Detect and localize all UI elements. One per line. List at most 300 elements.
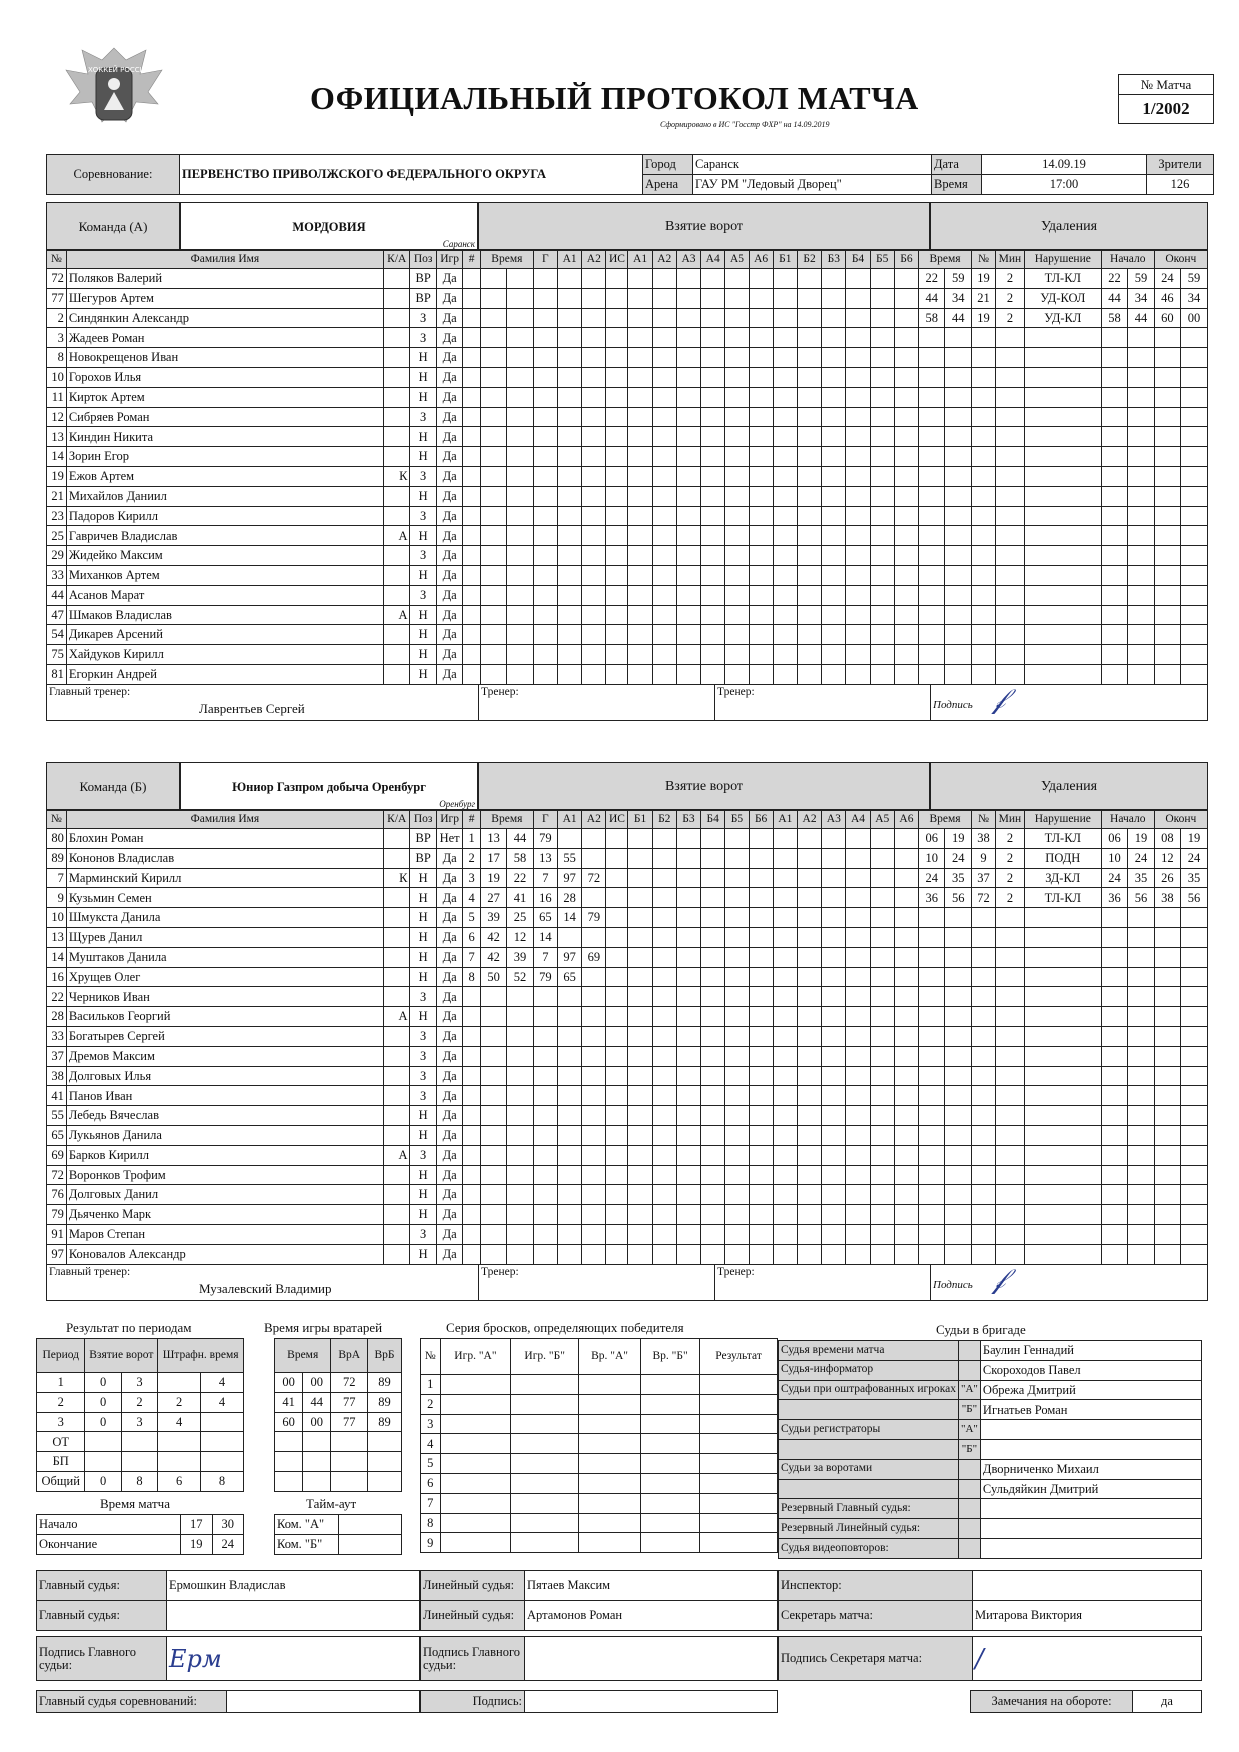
oncourt-cell [749,1046,773,1066]
sign2-label: Подпись: [421,1691,525,1713]
oncourt-cell [773,1007,797,1027]
oncourt-cell [846,1145,870,1165]
oncourt-cell [676,829,700,849]
penalty-cell: 59 [945,269,971,289]
team_a-coaches [46,684,1208,721]
oncourt-cell [797,506,821,526]
goal-cell [463,506,481,526]
goal-cell [606,427,628,447]
table-row [47,1244,1208,1264]
oncourt-cell [894,927,918,947]
player-number: 33 [47,1026,67,1046]
oncourt-cell [822,868,846,888]
goal-cell [463,565,481,585]
oncourt-cell [628,348,652,368]
player-plays: Да [436,1185,462,1205]
oncourt-cell [846,387,870,407]
oncourt-cell [676,367,700,387]
table-row [47,269,1208,289]
oncourt-cell [676,466,700,486]
oncourt-cell [773,427,797,447]
player-name: Ежов Артем [66,466,383,486]
ref-name: Скороходов Павел [980,1360,1201,1380]
oncourt-cell [749,466,773,486]
oncourt-cell [725,848,749,868]
goal-cell [480,1244,506,1264]
goal-cell [507,1145,533,1165]
chief1-label: Главный судья: [37,1571,167,1601]
oncourt-cell [652,308,676,328]
goal-cell [557,1125,581,1145]
goal-cell [606,466,628,486]
player-position: Н [410,1205,436,1225]
oncourt-cell [797,1125,821,1145]
penalty-cell [1128,486,1154,506]
goal-cell [463,987,481,1007]
col-igr: Игр [436,251,462,269]
goal-cell: 44 [507,829,533,849]
player-name: Синдянкин Александр [66,308,383,328]
oncourt-cell [846,1205,870,1225]
goal-cell [582,605,606,625]
player-role [384,367,410,387]
oncourt-cell [797,1205,821,1225]
penalty-cell [1154,1185,1180,1205]
goal-cell [606,1007,628,1027]
goal-cell: 69 [582,947,606,967]
player-name: Новокрещенов Иван [66,348,383,368]
oncourt-cell [701,546,725,566]
penalty-cell [1024,1086,1101,1106]
goalie-time-table [274,1338,402,1492]
goal-cell [557,387,581,407]
team_a-roster-table [46,250,1208,685]
oncourt-cell [846,407,870,427]
table-row [47,1145,1208,1165]
shootout-no: 9 [421,1533,441,1553]
oncourt-cell [894,308,918,328]
penalty-cell [1101,387,1127,407]
penalty-cell: 35 [945,868,971,888]
goal-cell [480,308,506,328]
oncourt-cell [628,447,652,467]
oncourt-cell [894,605,918,625]
player-plays: Да [436,328,462,348]
oncourt-cell [773,585,797,605]
penalty-cell [996,407,1025,427]
period-cell: 0 [85,1471,121,1491]
penalty-cell [1154,987,1180,1007]
col-oncourt: Б3 [822,251,846,269]
oncourt-cell [846,625,870,645]
oncourt-cell [846,848,870,868]
oncourt-cell [652,927,676,947]
col-pen-violation: Нарушение [1024,251,1101,269]
col-oncourt: А3 [822,811,846,829]
penalty-cell [1101,1066,1127,1086]
player-role [384,348,410,368]
goal-cell [606,888,628,908]
goal-cell [582,585,606,605]
player-number: 13 [47,927,67,947]
oncourt-cell [628,645,652,665]
penalty-cell [1181,1145,1208,1165]
goal-cell [582,664,606,684]
col-oncourt: А2 [797,811,821,829]
penalty-cell: 19 [971,308,995,328]
penalty-cell [971,585,995,605]
table-row [47,1205,1208,1225]
goal-cell [507,447,533,467]
period-cell: 1 [37,1373,85,1393]
goal-cell: 7 [533,868,557,888]
goal-cell [606,387,628,407]
penalty-cell [919,447,945,467]
goal-cell [606,625,628,645]
oncourt-cell [701,888,725,908]
player-number: 23 [47,506,67,526]
penalty-cell [996,1066,1025,1086]
table-row [47,486,1208,506]
period-cell: 3 [37,1412,85,1432]
player-plays: Да [436,427,462,447]
oncourt-cell [797,269,821,289]
table-row [47,605,1208,625]
oncourt-cell [797,645,821,665]
goal-cell [533,987,557,1007]
penalty-cell [1024,427,1101,447]
goal-cell [463,1205,481,1225]
oncourt-cell [701,947,725,967]
oncourt-cell [797,664,821,684]
gk-cell: 89 [368,1373,402,1393]
goal-cell [557,1185,581,1205]
penalty-cell [945,947,971,967]
oncourt-cell [628,947,652,967]
competition-header [46,154,1214,195]
player-number: 2 [47,308,67,328]
player-role: К [384,466,410,486]
player-position: З [410,1026,436,1046]
penalty-cell [1101,1125,1127,1145]
penalty-cell [1024,1244,1101,1264]
penalty-cell [1024,466,1101,486]
player-role [384,848,410,868]
table-row [779,1519,1202,1539]
oncourt-cell [628,1224,652,1244]
goal-cell [606,1086,628,1106]
team_b-coach-label: Главный тренер: [49,1265,131,1278]
start-mm: 30 [212,1515,244,1535]
penalty-cell: 19 [1128,829,1154,849]
penalty-cell [1101,605,1127,625]
penalty-cell [996,1007,1025,1027]
oncourt-cell [676,546,700,566]
goal-cell [533,367,557,387]
col-oncourt: Б6 [894,251,918,269]
player-role [384,308,410,328]
player-position: Н [410,1125,436,1145]
oncourt-cell [652,526,676,546]
logo-text: ХОККЕЙ РОССИИ [88,66,151,74]
oncourt-cell [797,407,821,427]
oncourt-cell [652,348,676,368]
oncourt-cell [701,987,725,1007]
goal-cell [507,526,533,546]
goal-cell [463,664,481,684]
oncourt-cell [749,645,773,665]
gk-cell [368,1432,402,1452]
oncourt-cell [797,1046,821,1066]
oncourt-cell [797,1145,821,1165]
goal-cell: 42 [480,927,506,947]
oncourt-cell [773,308,797,328]
goal-cell [533,1165,557,1185]
penalty-cell [945,967,971,987]
penalty-cell [971,565,995,585]
player-role [384,1244,410,1264]
penalty-cell [971,526,995,546]
penalty-cell [919,387,945,407]
end-label: Окончание [37,1534,181,1554]
period-cell [158,1373,201,1393]
table-row [47,947,1208,967]
oncourt-cell [628,585,652,605]
goal-cell [533,664,557,684]
penalty-cell [1154,328,1180,348]
goal-cell [557,625,581,645]
goal-cell [582,447,606,467]
penalty-cell [1154,466,1180,486]
goal-cell [582,506,606,526]
penalty-cell [1181,1046,1208,1066]
period-cell: ОТ [37,1432,85,1452]
period-cell [158,1432,201,1452]
goal-cell [557,1145,581,1165]
oncourt-cell [701,387,725,407]
penalty-cell: 06 [1101,829,1127,849]
player-role [384,947,410,967]
remarks [970,1690,1202,1713]
player-position: Н [410,565,436,585]
penalty-cell [919,486,945,506]
player-number: 25 [47,526,67,546]
goal-cell [606,407,628,427]
goal-cell: 14 [533,927,557,947]
oncourt-cell [870,367,894,387]
col-pen-time: Время [919,251,972,269]
col-pen-no: № [971,251,995,269]
player-name: Кузьмин Семен [66,888,383,908]
penalty-cell [1024,348,1101,368]
ref-role: Судьи регистраторы [779,1420,959,1440]
goal-cell: 39 [507,947,533,967]
ref-name: Сульдяйкин Дмитрий [980,1479,1201,1499]
penalty-cell [945,1145,971,1165]
competition-chief-label: Главный судья соревнований: [37,1691,227,1713]
col-oncourt: Б1 [773,251,797,269]
oncourt-cell [676,1046,700,1066]
goal-cell [533,387,557,407]
oncourt-cell [797,585,821,605]
oncourt-cell [870,927,894,947]
goal-cell [557,526,581,546]
table-row [275,1432,402,1452]
linesman1-label: Линейный судья: [421,1571,525,1601]
oncourt-cell [676,1145,700,1165]
penalty-cell [945,447,971,467]
oncourt-cell [701,486,725,506]
oncourt-cell [773,269,797,289]
goal-cell [557,1026,581,1046]
penalty-cell [1024,526,1101,546]
goal-cell [533,1185,557,1205]
periods-col-period: Период [37,1339,85,1373]
penalty-cell [1024,1224,1101,1244]
player-position: Н [410,868,436,888]
table-row [47,288,1208,308]
goal-cell [606,506,628,526]
penalty-cell [971,367,995,387]
oncourt-cell [797,447,821,467]
penalty-cell: 37 [971,868,995,888]
penalty-cell [1024,1007,1101,1027]
goal-cell [480,526,506,546]
player-position: Н [410,1244,436,1264]
goal-cell: 2 [463,848,481,868]
penalty-cell [1101,506,1127,526]
player-name: Зорин Егор [66,447,383,467]
col-pen-min: Мин [996,811,1025,829]
table-row [421,1394,778,1414]
oncourt-cell [701,585,725,605]
penalty-cell [1181,1086,1208,1106]
penalty-cell [996,1125,1025,1145]
player-name: Хрущев Олег [66,967,383,987]
shootout-no: 1 [421,1375,441,1395]
penalty-cell [945,645,971,665]
oncourt-cell [822,1205,846,1225]
oncourt-cell [773,466,797,486]
oncourt-cell [846,367,870,387]
oncourt-cell [797,967,821,987]
penalty-cell [1154,1244,1180,1264]
table-row [47,407,1208,427]
goal-cell [533,1007,557,1027]
player-plays: Да [436,486,462,506]
oncourt-cell [701,1185,725,1205]
penalty-cell: 60 [1154,308,1180,328]
oncourt-cell [628,927,652,947]
oncourt-cell [894,888,918,908]
player-position: З [410,328,436,348]
goal-cell [582,1046,606,1066]
oncourt-cell [749,1026,773,1046]
team_a-pen-title-box [930,202,1208,250]
penalty-cell [1101,1086,1127,1106]
col-pen-min: Мин [996,251,1025,269]
player-position: Н [410,427,436,447]
table-row [779,1538,1202,1558]
penalty-cell [1154,967,1180,987]
goal-cell [463,288,481,308]
goal-cell [463,645,481,665]
penalty-cell: 10 [1101,848,1127,868]
goal-cell [507,546,533,566]
penalty-cell [1181,447,1208,467]
player-role [384,908,410,928]
penalty-cell [1024,645,1101,665]
col-oncourt: Б5 [725,811,749,829]
oncourt-cell [894,506,918,526]
oncourt-cell [894,908,918,928]
oncourt-cell [676,308,700,328]
goal-cell [582,427,606,447]
oncourt-cell [846,1026,870,1046]
player-plays: Да [436,546,462,566]
player-plays: Да [436,1007,462,1027]
oncourt-cell [701,1007,725,1027]
shootout-col: Результат [700,1339,778,1375]
period-cell [121,1432,157,1452]
oncourt-cell [676,1106,700,1126]
goal-cell [606,585,628,605]
goal-cell [480,328,506,348]
timeout-table [274,1514,402,1555]
table-row [47,506,1208,526]
oncourt-cell [725,546,749,566]
goal-cell [557,1086,581,1106]
oncourt-cell [894,328,918,348]
goal-cell [463,526,481,546]
linesmen [420,1570,778,1631]
oncourt-cell [822,526,846,546]
goal-cell [582,888,606,908]
oncourt-cell [797,288,821,308]
gk-cell [303,1471,331,1491]
goal-cell [507,486,533,506]
player-number: 77 [47,288,67,308]
oncourt-cell [676,987,700,1007]
goal-cell [582,1205,606,1225]
penalty-cell [971,1165,995,1185]
player-plays: Да [436,664,462,684]
penalty-cell [1181,348,1208,368]
penalty-cell [1154,585,1180,605]
oncourt-cell [822,947,846,967]
penalty-cell [1154,367,1180,387]
ref-name: Обрежа Дмитрий [980,1380,1201,1400]
period-cell [85,1432,121,1452]
player-number: 79 [47,1205,67,1225]
oncourt-cell [701,269,725,289]
player-number: 29 [47,546,67,566]
penalty-cell [1181,645,1208,665]
team_a-coach-signature: 𝒻 [992,684,1006,715]
table-row [779,1499,1202,1519]
goal-cell [463,308,481,328]
oncourt-cell [725,1125,749,1145]
oncourt-cell [749,848,773,868]
oncourt-cell [628,427,652,447]
penalty-cell [1154,1106,1180,1126]
penalty-cell: 21 [971,288,995,308]
goal-cell [606,486,628,506]
goal-cell: 19 [480,868,506,888]
penalty-cell [1181,565,1208,585]
oncourt-cell [628,1125,652,1145]
penalty-cell: 12 [1154,848,1180,868]
